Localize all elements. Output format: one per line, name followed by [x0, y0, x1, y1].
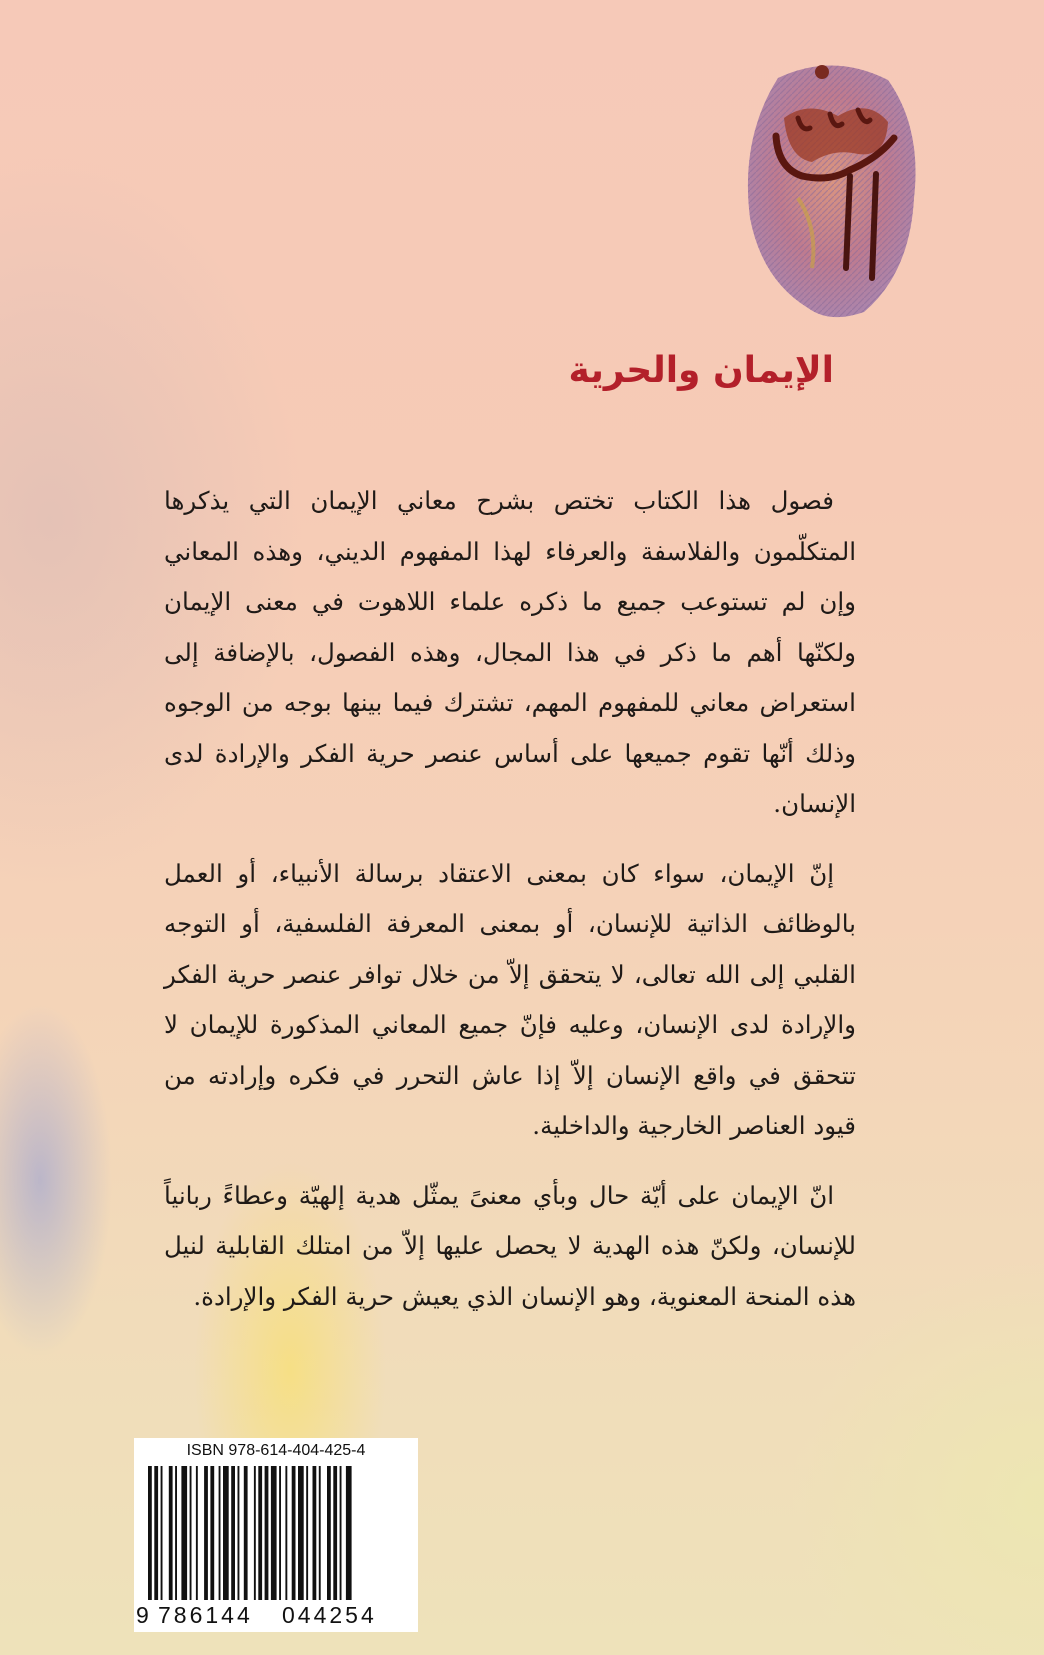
barcode-bar: [265, 1466, 269, 1600]
barcode-bar: [333, 1466, 337, 1600]
barcode-bar: [210, 1466, 214, 1600]
barcode-bar: [258, 1466, 262, 1600]
barcode-bar: [161, 1466, 163, 1600]
barcode-bar: [154, 1466, 158, 1600]
barcode-bar: [319, 1466, 321, 1600]
blurb-paragraph: إنّ الإيمان، سواء كان بمعنى الاعتقاد برسالة الأنبياء، أو العمل بالوظائف الذاتية للإنسان، أو بمعنى المعرفة الفلسفية، أو التوجه القلبي إلى الله تعالى، لا يتحقق إلاّ من خلال توافر عنصر حرية الفكر والإرادة لدى الإنسان، وعليه فإنّ جميع المعاني المذكورة للإيمان لا تتحقق في واقع الإنسان إلاّ إذا عاش التحرر في فكره وإرادته من قيود العناصر الخارجية والداخلية.: [164, 858, 856, 1140]
barcode-bar: [292, 1466, 296, 1600]
blurb: [164, 476, 856, 1341]
barcode-digit-lead: 9: [136, 1602, 149, 1628]
barcode-bar: [313, 1466, 317, 1600]
blurb-paragraph: فصول هذا الكتاب تختص بشرح معاني الإيمان التي يذكرها المتكلّمون والفلاسفة والعرفاء لهذا المفهوم الديني، وهذه المعاني وإن لم تستوعب جميع ما ذكره علماء اللاهوت في معنى الإيمان ولكنّها أهم ما ذكر في هذا المجال، وهذه الفصول، بالإضافة إلى استعراض معاني للمفهوم المهم، تشترك فيما بينها بوجه من الوجوه وذلك أنّها تقوم جميعها على أساس عنصر حرية الفكر والإرادة لدى الإنسان.: [164, 486, 856, 818]
barcode-bar: [231, 1466, 235, 1600]
barcode-bar: [254, 1466, 256, 1600]
barcode-bar: [285, 1466, 287, 1600]
barcode-bar: [306, 1466, 308, 1600]
barcode-bar: [279, 1466, 281, 1600]
barcode-bar: [169, 1466, 173, 1600]
barcode-digits-right: 044254: [282, 1602, 377, 1628]
barcode-bar: [271, 1466, 277, 1600]
barcode-bar: [327, 1466, 331, 1600]
isbn-barcode: [134, 1438, 418, 1632]
blurb-paragraph: انّ الإيمان على أيّة حال وبأي معنىً يمثّل هدية إلهيّة وعطاءً ربانياً للإنسان، ولكنّ هذه الهدية لا يحصل عليها إلاّ من امتلك القابلية لنيل هذه المنحة المعنوية، وهو الإنسان الذي يعيش حرية الفكر والإرادة.: [164, 1180, 856, 1311]
barcode-bar: [204, 1466, 208, 1600]
barcode-digits-left: 786144: [158, 1602, 253, 1628]
barcode-bar: [196, 1466, 198, 1600]
barcode-bar: [244, 1466, 248, 1600]
barcode-bar: [148, 1466, 152, 1600]
barcode-bar: [298, 1466, 304, 1600]
barcode-bar: [181, 1466, 187, 1600]
barcode-bar: [223, 1466, 229, 1600]
barcode-bar: [175, 1466, 177, 1600]
barcode-bar: [340, 1466, 342, 1600]
book-title: الإيمان والحرية: [568, 350, 834, 391]
barcode-bars: [144, 1466, 408, 1600]
calligraphy-logo-icon: [738, 58, 924, 320]
isbn-number: ISBN 978-614-404-425-4: [186, 1442, 366, 1459]
barcode-bar: [346, 1466, 352, 1600]
barcode-bar: [238, 1466, 240, 1600]
barcode-bar: [190, 1466, 192, 1600]
barcode-bar: [219, 1466, 221, 1600]
